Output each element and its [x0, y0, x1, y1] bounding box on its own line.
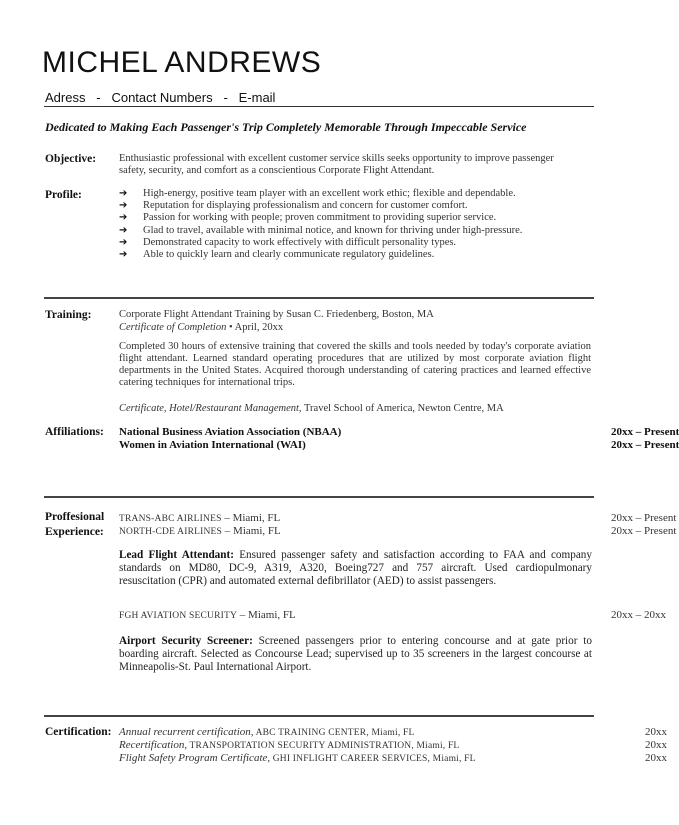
- list-item: ➔ Reputation for displaying professionalism and concern for customer comfort.: [119, 200, 468, 212]
- list-item: ➔ High-energy, positive team player with an excellent work ethic; flexible and dependable.: [119, 188, 516, 199]
- tagline: Dedicated to Making Each Passenger's Trip Completely Memorable Through Impeccable Service: [45, 120, 527, 134]
- right-arrow-icon: ➔: [119, 212, 128, 224]
- affiliation-item: National Business Aviation Association (NBAA) 20xx – Present: [119, 426, 679, 438]
- right-arrow-icon: ➔: [119, 224, 128, 236]
- training-description: Completed 30 hours of extensive training that covered the skills and tools needed by today's corporate aviation flight attendant. Learned standard operating procedures that are utilized by most corporate aviation flight departments in the United States. Acquired thorough understanding of catering practices and learned effective catering techniques for international trips.: [119, 341, 591, 388]
- certification-item: Flight Safety Program Certificate, GHI INFLIGHT CAREER SERVICES, Miami, FL 20xx: [119, 752, 667, 764]
- employer-row: TRANS-ABC AIRLINES – Miami, FL 20xx – Present: [119, 512, 677, 524]
- training-course: Corporate Flight Attendant Training by Susan C. Friedenberg, Boston, MA: [119, 309, 434, 320]
- section-rule: [44, 715, 594, 717]
- role-airport-security-screener: Airport Security Screener: Screened passengers prior to entering concourse and at gate prior to boarding aircraft. Selected as Concourse Lead; supervised up to 35 screeners in the largest concourse at Minneapolis-St. Paul International Airport.: [119, 635, 592, 673]
- section-rule: [44, 297, 594, 299]
- employer-row: NORTH-CDE AIRLINES – Miami, FL 20xx – Present: [119, 525, 677, 537]
- list-item: ➔ Glad to travel, available with minimal notice, and known for thriving under high-pressure.: [119, 224, 523, 236]
- profile-list: [119, 188, 589, 261]
- right-arrow-icon: ➔: [119, 249, 128, 261]
- objective-label: Objective:: [45, 153, 97, 165]
- header-rule: [44, 106, 594, 107]
- affiliations-label: Affiliations:: [45, 426, 104, 438]
- training-cert2: Certificate, Hotel/Restaurant Management, Travel School of America, Newton Centre, MA: [119, 403, 504, 414]
- right-arrow-icon: ➔: [119, 188, 128, 199]
- list-item: ➔ Passion for working with people; proven commitment to providing superior service.: [119, 212, 497, 224]
- list-item: ➔ Able to quickly learn and clearly communicate regulatory guidelines.: [119, 249, 435, 261]
- certification-item: Annual recurrent certification, ABC TRAINING CENTER, Miami, FL 20xx: [119, 726, 667, 738]
- list-item: ➔ Demonstrated capacity to work effectively with difficult personality types.: [119, 236, 457, 248]
- training-label: Training:: [45, 309, 92, 321]
- certification-item: Recertification, TRANSPORTATION SECURITY ADMINISTRATION, Miami, FL 20xx: [119, 739, 667, 751]
- employer-row: FGH AVIATION SECURITY – Miami, FL 20xx – 20xx: [119, 609, 666, 621]
- right-arrow-icon: ➔: [119, 200, 128, 212]
- right-arrow-icon: ➔: [119, 236, 128, 248]
- certification-label: Certification:: [45, 726, 112, 738]
- training-certificate: Certificate of Completion • April, 20xx: [119, 322, 284, 333]
- contact-line: Adress - Contact Numbers - E-mail: [45, 90, 276, 105]
- experience-label: Proffesional Experience:: [45, 511, 105, 538]
- section-rule: [44, 496, 594, 498]
- affiliation-item: Women in Aviation International (WAI) 20xx – Present: [119, 439, 679, 451]
- candidate-name: MICHEL ANDREWS: [42, 46, 322, 79]
- objective-text: Enthusiastic professional with excellent customer service skills seeks opportunity to improve passenger safety, security, and comfort as a conscientious Corporate Flight Attendant.: [119, 153, 554, 176]
- profile-label: Profile:: [45, 189, 82, 201]
- role-lead-flight-attendant: Lead Flight Attendant: Ensured passenger safety and satisfaction according to FAA and company standards on MD80, DC-9, A319, A320, Boeing727 and 757 aircraft. Used cardiopulmonary resuscitation (CPR) and automated external defibrillator (AED) to assist passengers.: [119, 549, 592, 587]
